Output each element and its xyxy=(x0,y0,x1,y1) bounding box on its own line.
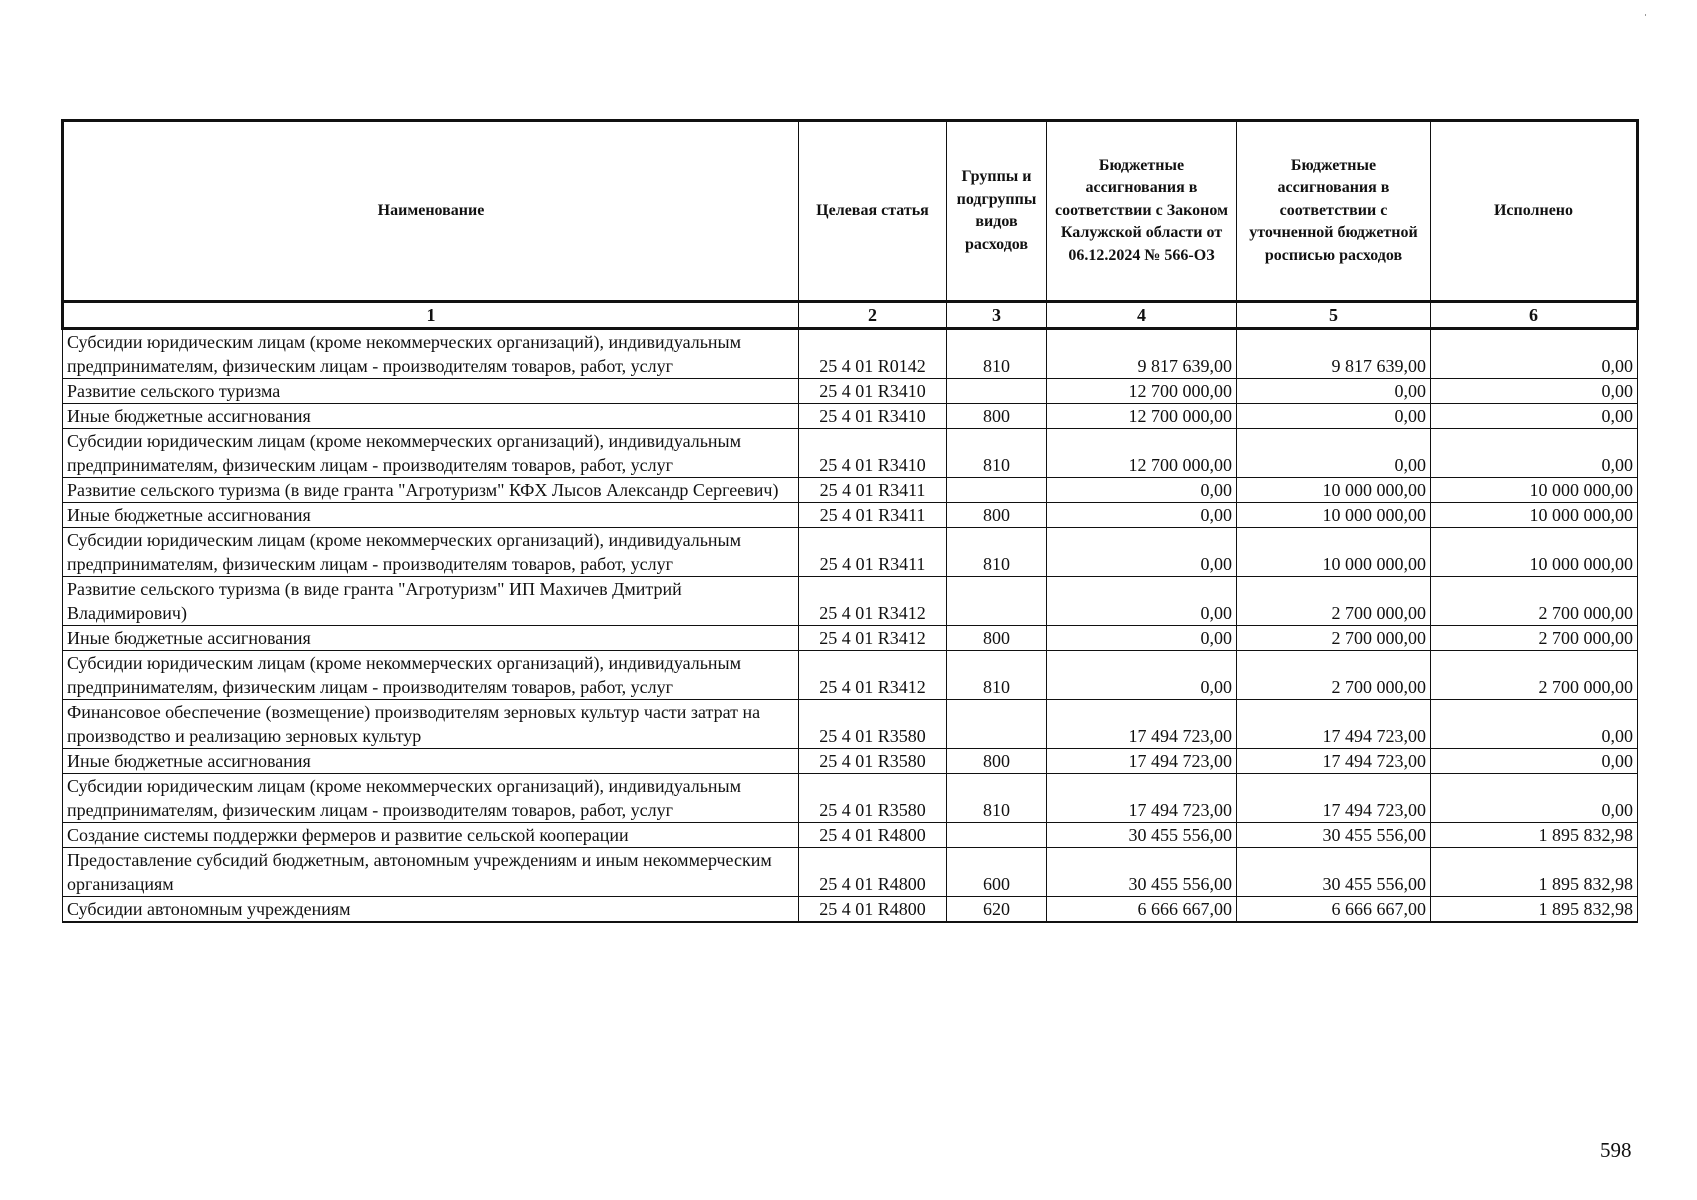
column-number: 4 xyxy=(1047,302,1237,329)
row-law-amount: 12 700 000,00 xyxy=(1047,429,1237,478)
row-executed-amount: 10 000 000,00 xyxy=(1431,503,1638,528)
row-expense-group: 810 xyxy=(947,651,1047,700)
row-target-article: 25 4 01 R4800 xyxy=(799,897,947,923)
row-name: Субсидии юридическим лицам (кроме некоммерческих организаций), индивидуальным предпринимателям, физическим лицам - производителям товаров, работ, услуг xyxy=(63,528,799,577)
row-refined-amount: 2 700 000,00 xyxy=(1237,626,1431,651)
row-expense-group: 620 xyxy=(947,897,1047,923)
row-refined-amount: 10 000 000,00 xyxy=(1237,528,1431,577)
row-expense-group: 600 xyxy=(947,848,1047,897)
row-law-amount: 0,00 xyxy=(1047,577,1237,626)
row-executed-amount: 1 895 832,98 xyxy=(1431,823,1638,848)
row-expense-group: 800 xyxy=(947,503,1047,528)
row-target-article: 25 4 01 R3580 xyxy=(799,700,947,749)
row-expense-group: 810 xyxy=(947,329,1047,379)
row-name: Иные бюджетные ассигнования xyxy=(63,626,799,651)
row-refined-amount: 17 494 723,00 xyxy=(1237,700,1431,749)
header-target-article: Целевая статья xyxy=(799,121,947,302)
table-row xyxy=(63,379,1638,404)
row-executed-amount: 10 000 000,00 xyxy=(1431,478,1638,503)
header-law-allocations: Бюджетные ассигнования в соответствии с Законом Калужской области от 06.12.2024 № 566-ОЗ xyxy=(1047,121,1237,302)
row-expense-group xyxy=(947,577,1047,626)
row-name: Иные бюджетные ассигнования xyxy=(63,749,799,774)
table-row xyxy=(63,503,1638,528)
row-law-amount: 17 494 723,00 xyxy=(1047,774,1237,823)
row-target-article: 25 4 01 R4800 xyxy=(799,848,947,897)
table-row xyxy=(63,749,1638,774)
row-law-amount: 17 494 723,00 xyxy=(1047,749,1237,774)
row-target-article: 25 4 01 R3580 xyxy=(799,749,947,774)
row-target-article: 25 4 01 R3410 xyxy=(799,379,947,404)
row-refined-amount: 2 700 000,00 xyxy=(1237,577,1431,626)
row-refined-amount: 6 666 667,00 xyxy=(1237,897,1431,923)
column-number: 1 xyxy=(63,302,799,329)
row-name: Иные бюджетные ассигнования xyxy=(63,503,799,528)
row-name: Создание системы поддержки фермеров и развитие сельской кооперации xyxy=(63,823,799,848)
row-name: Финансовое обеспечение (возмещение) производителям зерновых культур части затрат на производство и реализацию зерновых культур xyxy=(63,700,799,749)
row-expense-group: 800 xyxy=(947,404,1047,429)
row-refined-amount: 0,00 xyxy=(1237,404,1431,429)
row-executed-amount: 1 895 832,98 xyxy=(1431,848,1638,897)
row-name: Предоставление субсидий бюджетным, автономным учреждениям и иным некоммерческим организациям xyxy=(63,848,799,897)
row-executed-amount: 2 700 000,00 xyxy=(1431,626,1638,651)
row-executed-amount: 10 000 000,00 xyxy=(1431,528,1638,577)
row-target-article: 25 4 01 R4800 xyxy=(799,823,947,848)
row-target-article: 25 4 01 R3412 xyxy=(799,651,947,700)
row-executed-amount: 0,00 xyxy=(1431,329,1638,379)
row-target-article: 25 4 01 R3412 xyxy=(799,577,947,626)
row-executed-amount: 0,00 xyxy=(1431,774,1638,823)
table-row xyxy=(63,700,1638,749)
row-refined-amount: 9 817 639,00 xyxy=(1237,329,1431,379)
row-expense-group: 810 xyxy=(947,429,1047,478)
page-number: 598 xyxy=(1600,1138,1632,1162)
table-row xyxy=(63,774,1638,823)
header-name: Наименование xyxy=(63,121,799,302)
row-refined-amount: 30 455 556,00 xyxy=(1237,848,1431,897)
table-row xyxy=(63,651,1638,700)
row-refined-amount: 30 455 556,00 xyxy=(1237,823,1431,848)
row-expense-group xyxy=(947,379,1047,404)
row-target-article: 25 4 01 R3410 xyxy=(799,429,947,478)
table-row xyxy=(63,404,1638,429)
row-target-article: 25 4 01 R3411 xyxy=(799,478,947,503)
header-executed: Исполнено xyxy=(1431,121,1638,302)
row-law-amount: 0,00 xyxy=(1047,478,1237,503)
row-refined-amount: 17 494 723,00 xyxy=(1237,774,1431,823)
row-law-amount: 0,00 xyxy=(1047,528,1237,577)
row-refined-amount: 17 494 723,00 xyxy=(1237,749,1431,774)
row-executed-amount: 0,00 xyxy=(1431,404,1638,429)
row-law-amount: 12 700 000,00 xyxy=(1047,404,1237,429)
column-number: 3 xyxy=(947,302,1047,329)
row-name: Субсидии юридическим лицам (кроме некоммерческих организаций), индивидуальным предпринимателям, физическим лицам - производителям товаров, работ, услуг xyxy=(63,429,799,478)
row-expense-group xyxy=(947,700,1047,749)
row-executed-amount: 0,00 xyxy=(1431,700,1638,749)
row-target-article: 25 4 01 R3411 xyxy=(799,528,947,577)
header-expense-groups: Группы и подгруппы видов расходов xyxy=(947,121,1047,302)
row-name: Субсидии юридическим лицам (кроме некоммерческих организаций), индивидуальным предпринимателям, физическим лицам - производителям товаров, работ, услуг xyxy=(63,774,799,823)
header-row xyxy=(63,121,1638,302)
row-executed-amount: 0,00 xyxy=(1431,379,1638,404)
row-name: Развитие сельского туризма (в виде гранта "Агротуризм" ИП Махичев Дмитрий Владимирович) xyxy=(63,577,799,626)
table-row xyxy=(63,823,1638,848)
row-law-amount: 9 817 639,00 xyxy=(1047,329,1237,379)
row-executed-amount: 0,00 xyxy=(1431,749,1638,774)
row-law-amount: 0,00 xyxy=(1047,626,1237,651)
table-row xyxy=(63,329,1638,379)
table-row xyxy=(63,897,1638,923)
row-law-amount: 0,00 xyxy=(1047,651,1237,700)
row-name: Субсидии юридическим лицам (кроме некоммерческих организаций), индивидуальным предпринимателям, физическим лицам - производителям товаров, работ, услуг xyxy=(63,651,799,700)
row-target-article: 25 4 01 R0142 xyxy=(799,329,947,379)
row-law-amount: 30 455 556,00 xyxy=(1047,848,1237,897)
table-row xyxy=(63,626,1638,651)
row-expense-group: 810 xyxy=(947,528,1047,577)
table-row xyxy=(63,478,1638,503)
column-number: 2 xyxy=(799,302,947,329)
column-number-row xyxy=(63,302,1638,329)
row-expense-group: 800 xyxy=(947,749,1047,774)
row-target-article: 25 4 01 R3580 xyxy=(799,774,947,823)
row-refined-amount: 10 000 000,00 xyxy=(1237,503,1431,528)
row-executed-amount: 0,00 xyxy=(1431,429,1638,478)
row-law-amount: 17 494 723,00 xyxy=(1047,700,1237,749)
row-law-amount: 30 455 556,00 xyxy=(1047,823,1237,848)
row-refined-amount: 2 700 000,00 xyxy=(1237,651,1431,700)
scan-mark xyxy=(1645,14,1646,16)
column-number: 5 xyxy=(1237,302,1431,329)
row-name: Иные бюджетные ассигнования xyxy=(63,404,799,429)
row-name: Субсидии юридическим лицам (кроме некоммерческих организаций), индивидуальным предпринимателям, физическим лицам - производителям товаров, работ, услуг xyxy=(63,329,799,379)
row-executed-amount: 2 700 000,00 xyxy=(1431,651,1638,700)
row-expense-group: 810 xyxy=(947,774,1047,823)
row-expense-group xyxy=(947,478,1047,503)
row-refined-amount: 0,00 xyxy=(1237,429,1431,478)
row-target-article: 25 4 01 R3411 xyxy=(799,503,947,528)
table-row xyxy=(63,848,1638,897)
table-row xyxy=(63,577,1638,626)
row-target-article: 25 4 01 R3412 xyxy=(799,626,947,651)
row-executed-amount: 1 895 832,98 xyxy=(1431,897,1638,923)
row-law-amount: 0,00 xyxy=(1047,503,1237,528)
row-expense-group xyxy=(947,823,1047,848)
row-law-amount: 12 700 000,00 xyxy=(1047,379,1237,404)
row-target-article: 25 4 01 R3410 xyxy=(799,404,947,429)
header-refined-allocations: Бюджетные ассигнования в соответствии с уточненной бюджетной росписью расходов xyxy=(1237,121,1431,302)
column-number: 6 xyxy=(1431,302,1638,329)
row-refined-amount: 10 000 000,00 xyxy=(1237,478,1431,503)
row-executed-amount: 2 700 000,00 xyxy=(1431,577,1638,626)
row-name: Развитие сельского туризма xyxy=(63,379,799,404)
row-expense-group: 800 xyxy=(947,626,1047,651)
row-name: Развитие сельского туризма (в виде гранта "Агротуризм" КФХ Лысов Александр Сергеевич) xyxy=(63,478,799,503)
table-row xyxy=(63,429,1638,478)
budget-table xyxy=(61,119,1639,923)
table-row xyxy=(63,528,1638,577)
row-name: Субсидии автономным учреждениям xyxy=(63,897,799,923)
row-refined-amount: 0,00 xyxy=(1237,379,1431,404)
row-law-amount: 6 666 667,00 xyxy=(1047,897,1237,923)
